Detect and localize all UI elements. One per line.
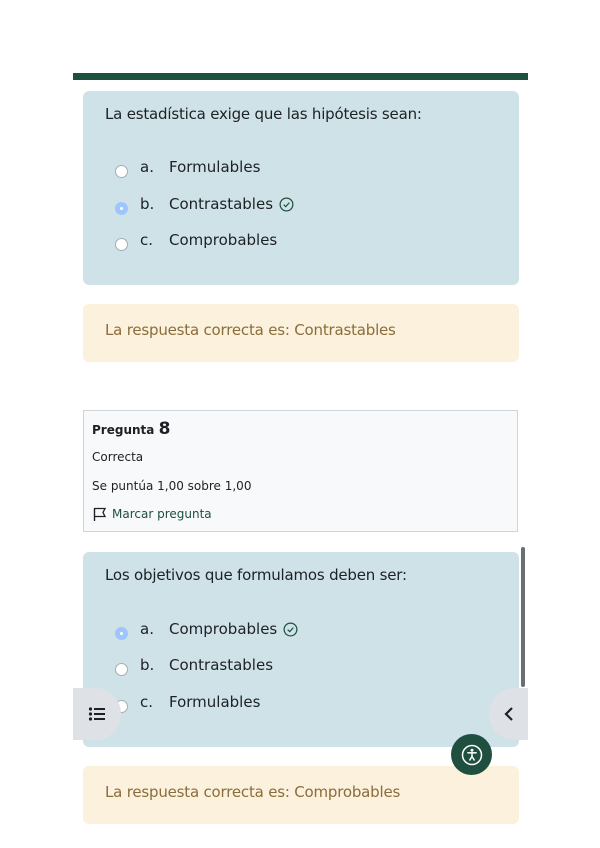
answer-letter: b. [140, 195, 155, 213]
check-circle-icon [279, 197, 294, 212]
question-state: Correcta [92, 450, 144, 464]
question-grade: Se puntúa 1,00 sobre 1,00 [92, 479, 252, 493]
question-number [92, 419, 170, 439]
radio-button[interactable] [115, 238, 128, 251]
answer-option-a[interactable] [115, 156, 260, 178]
answer-letter: a. [140, 620, 154, 638]
answer-letter: b. [140, 656, 155, 674]
chevron-left-icon [503, 706, 515, 722]
answer-letter: a. [140, 158, 154, 176]
answer-label: Contrastables [169, 656, 274, 674]
accessibility-icon [461, 744, 483, 766]
question-number-value: 8 [158, 419, 171, 439]
answer-option-a[interactable] [115, 618, 298, 640]
flag-question-link[interactable] [92, 506, 212, 522]
question-8-info [83, 410, 518, 532]
flag-question-label: Marcar pregunta [112, 507, 212, 521]
flag-icon [92, 506, 108, 522]
question-number-prefix: Pregunta [92, 423, 155, 437]
radio-button-selected[interactable] [115, 202, 128, 215]
question-8-box [83, 552, 519, 747]
question-text: Los objetivos que formulamos deben ser: [105, 566, 407, 584]
correct-answer-text: La respuesta correcta es: Comprobables [105, 783, 401, 801]
answer-label: Comprobables [169, 231, 278, 249]
answer-letter: c. [140, 231, 154, 249]
answer-option-b[interactable] [115, 193, 294, 215]
question-text: La estadística exige que las hipótesis sean: [105, 105, 422, 123]
radio-button[interactable] [115, 663, 128, 676]
accessibility-button[interactable] [451, 734, 492, 775]
correct-answer-text: La respuesta correcta es: Contrastables [105, 321, 396, 339]
feedback-box [83, 766, 519, 824]
answer-label: Contrastables [169, 195, 274, 213]
radio-button[interactable] [115, 165, 128, 178]
answer-option-b[interactable] [115, 654, 273, 676]
scrollbar[interactable] [521, 547, 525, 687]
check-circle-icon [283, 622, 298, 637]
answer-letter: c. [140, 693, 154, 711]
question-7-box [83, 91, 519, 285]
answer-label: Formulables [169, 693, 261, 711]
header-bar [73, 73, 528, 80]
answer-label: Comprobables [169, 620, 278, 638]
list-icon [88, 706, 106, 722]
answer-option-c[interactable] [115, 691, 260, 713]
radio-button-selected[interactable] [115, 627, 128, 640]
answer-option-c[interactable] [115, 229, 277, 251]
feedback-box [83, 304, 519, 362]
answer-label: Formulables [169, 158, 261, 176]
